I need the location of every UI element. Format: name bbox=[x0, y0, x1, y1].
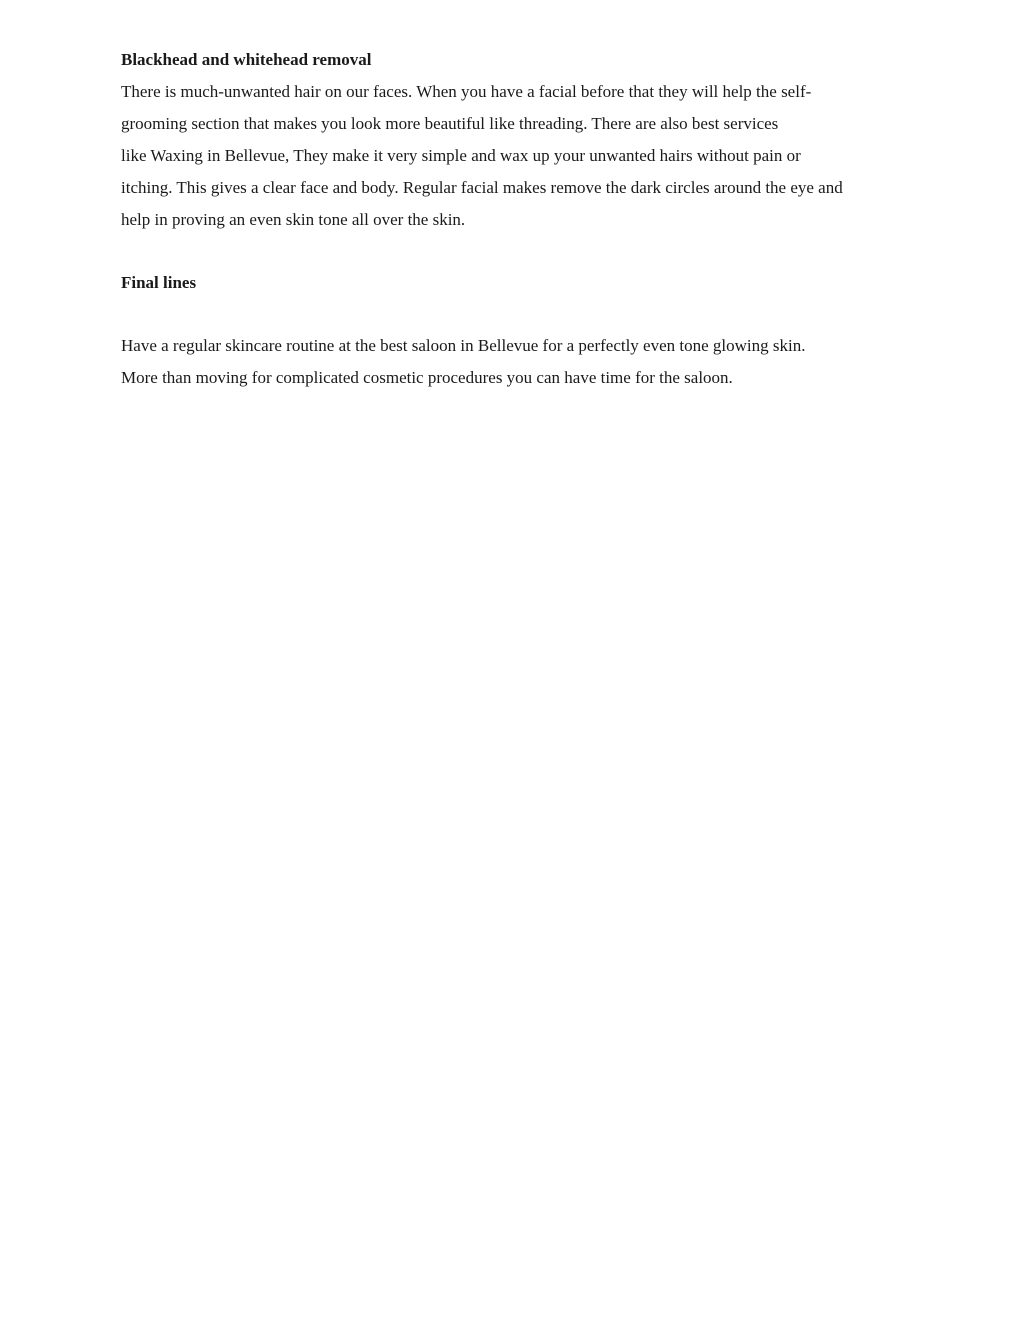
section-heading-blackhead-removal: Blackhead and whitehead removal bbox=[121, 50, 372, 69]
paragraph-line: More than moving for complicated cosmetic procedures you can have time for the saloon. bbox=[121, 368, 733, 387]
paragraph-line: itching. This gives a clear face and body. Regular facial makes remove the dark circles around the eye and bbox=[121, 178, 843, 197]
spacer bbox=[121, 236, 921, 267]
paragraph-blackhead-removal bbox=[121, 76, 921, 236]
document-page bbox=[121, 44, 921, 394]
paragraph-line: Have a regular skincare routine at the best saloon in Bellevue for a perfectly even tone glowing skin. bbox=[121, 336, 806, 355]
section-heading-final-lines: Final lines bbox=[121, 273, 197, 292]
paragraph-line: There is much-unwanted hair on our faces. When you have a facial before that they will help the self- bbox=[121, 82, 812, 101]
paragraph-line: help in proving an even skin tone all over the skin. bbox=[121, 210, 466, 229]
paragraph-line: like Waxing in Bellevue, They make it very simple and wax up your unwanted hairs without pain or bbox=[121, 146, 801, 165]
paragraph-final-lines bbox=[121, 330, 921, 394]
spacer bbox=[121, 299, 921, 330]
paragraph-line: grooming section that makes you look more beautiful like threading. There are also best services bbox=[121, 114, 779, 133]
